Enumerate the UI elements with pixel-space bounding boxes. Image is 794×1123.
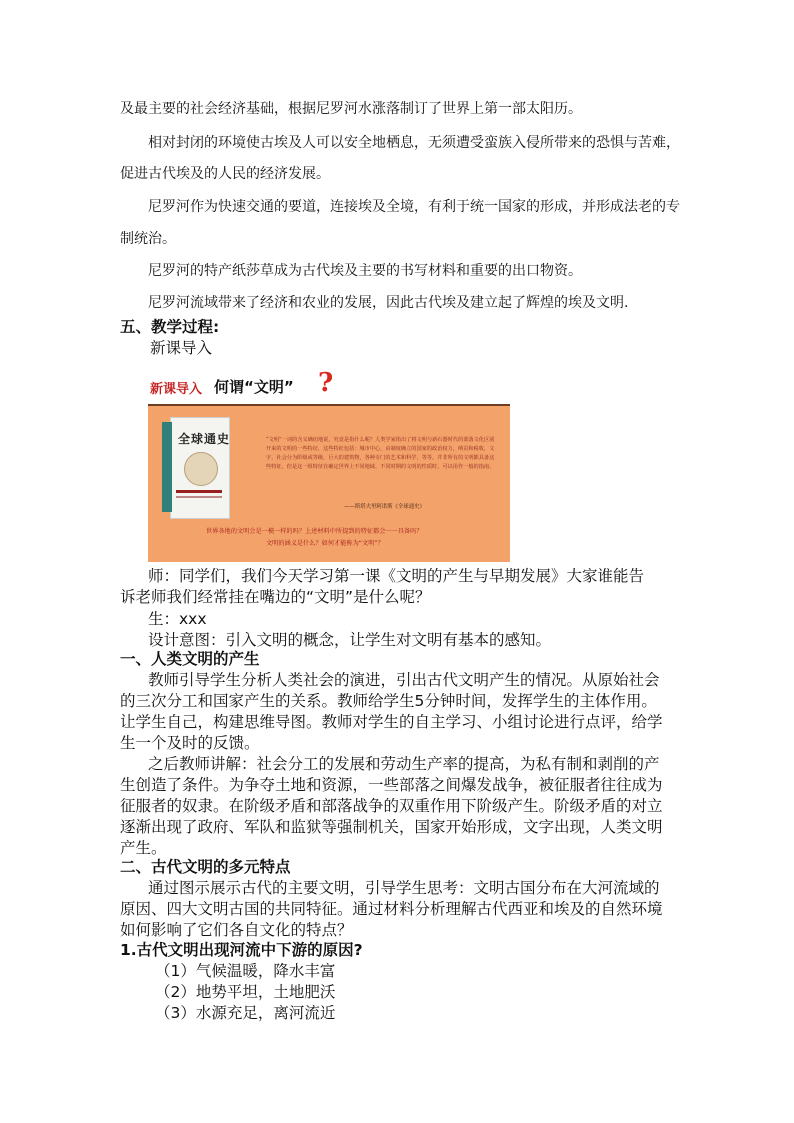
paragraph-line: 之后教师讲解：社会分工的发展和劳动生产率的提高，为私有制和剥削的产 xyxy=(148,755,660,773)
paragraph-line: 产生。 xyxy=(120,839,167,857)
paragraph-line: 征服者的奴隶。在阶级矛盾和部落战争的双重作用下阶级产生。阶级矛盾的对立 xyxy=(120,797,663,815)
paragraph-line: 及最主要的社会经济基础，根据尼罗河水涨落制订了世界上第一部太阳历。 xyxy=(120,101,582,117)
paragraph-line: 教师引导学生分析人类社会的演进，引出古代文明产生的情况。从原始社会 xyxy=(148,671,660,689)
slide-question: 世界各地的文明会是一模一样的吗？上述材料中所提到的特征都会一一具备吗？ xyxy=(206,528,423,535)
question-mark-icon: ? xyxy=(318,368,334,398)
paragraph-line: 如何影响了它们各自文化的特点？ xyxy=(120,921,353,939)
list-item: （2）地势平坦，土地肥沃 xyxy=(155,983,336,1001)
book-spine xyxy=(162,422,172,512)
subsection-heading: 1.古代文明出现河流中下游的原因? xyxy=(120,941,363,959)
paragraph-line: 促进古代埃及的人民的经济发展。 xyxy=(120,166,330,182)
section-heading: 二、古代文明的多元特点 xyxy=(120,858,291,876)
book-title: 全球通史 xyxy=(178,432,231,446)
paragraph-line: 师：同学们，我们今天学习第一课《文明的产生与早期发展》大家谁能告 xyxy=(148,567,645,585)
slide-question: 文明的涵义是什么？如何才能称为“文明”？ xyxy=(266,540,384,547)
paragraph-line: 的三次分工和国家产生的关系。教师给学生5分钟时间，发挥学生的主体作用。 xyxy=(120,692,657,710)
list-item: （3）水源充足，离河流近 xyxy=(155,1004,336,1022)
slide-quote-source: ——斯塔夫里阿诺斯《全球通史》 xyxy=(344,504,425,510)
intro-slide-image xyxy=(148,368,510,562)
section-heading: 五、教学过程: xyxy=(120,318,220,336)
paragraph-line: 让学生自己，构建思维导图。教师对学生的自主学习、小组讨论进行点评，给学 xyxy=(120,713,663,731)
section-subheading: 新课导入 xyxy=(150,339,213,357)
list-item: （1）气候温暖，降水丰富 xyxy=(155,962,336,980)
paragraph-line: 相对封闭的环境使古埃及人可以安全地栖息，无须遭受蛮族入侵所带来的恐惧与苦难， xyxy=(148,135,680,151)
paragraph-line: 逐渐出现了政府、军队和监狱等强制机关，国家开始形成，文字出现，人类文明 xyxy=(120,818,663,836)
slide-title: 何谓“文明” xyxy=(214,378,294,396)
slide-quote: “文明”一词的含义确切地说，究竟是指什么呢？人类学家指出了将文明与新石器时代的部落文化区别开来的文明的一些特征，这些特征包括：城市中心，由制度确立的国家的政治权力，纳贡和税收，文字，社会分为阶级或等级，巨大的建筑物，各种专门的艺术和科学，等等。并非所有的文明都具备这些特征，但是这一组特征在确定世界上不同地域、不同时期的文明的性质时，可以用作一般的指南。 xyxy=(266,437,495,470)
paragraph-line: 生：xxx xyxy=(148,610,207,628)
globe-icon xyxy=(184,452,218,486)
paragraph-line: 设计意图：引入文明的概念，让学生对文明有基本的感知。 xyxy=(148,631,552,649)
paragraph-line: 原因、四大文明古国的共同特征。通过材料分析理解古代西亚和埃及的自然环境 xyxy=(120,900,663,918)
paragraph-line: 生一个及时的反馈。 xyxy=(120,734,260,752)
section-heading: 一、人类文明的产生 xyxy=(120,650,260,668)
paragraph-line: 通过图示展示古代的主要文明，引导学生思考：文明古国分布在大河流域的 xyxy=(148,879,660,897)
slide-title-label: 新课导入 xyxy=(150,382,203,397)
paragraph-line: 制统治。 xyxy=(120,231,176,247)
book-stripe xyxy=(176,496,222,498)
book-stripe xyxy=(176,490,222,493)
slide-divider xyxy=(148,404,510,406)
paragraph-line: 尼罗河流域带来了经济和农业的发展，因此古代埃及建立起了辉煌的埃及文明. xyxy=(148,295,629,311)
paragraph-line: 尼罗河作为快速交通的要道，连接埃及全境，有利于统一国家的形成，并形成法老的专 xyxy=(148,199,680,215)
paragraph-line: 生创造了条件。为争夺土地和资源，一些部落之间爆发战争，被征服者往往成为 xyxy=(120,776,663,794)
paragraph-line: 尼罗河的特产纸莎草成为古代埃及主要的书写材料和重要的出口物资。 xyxy=(148,263,582,279)
paragraph-line: 诉老师我们经常挂在嘴边的“文明”是什么呢？ xyxy=(120,588,431,606)
